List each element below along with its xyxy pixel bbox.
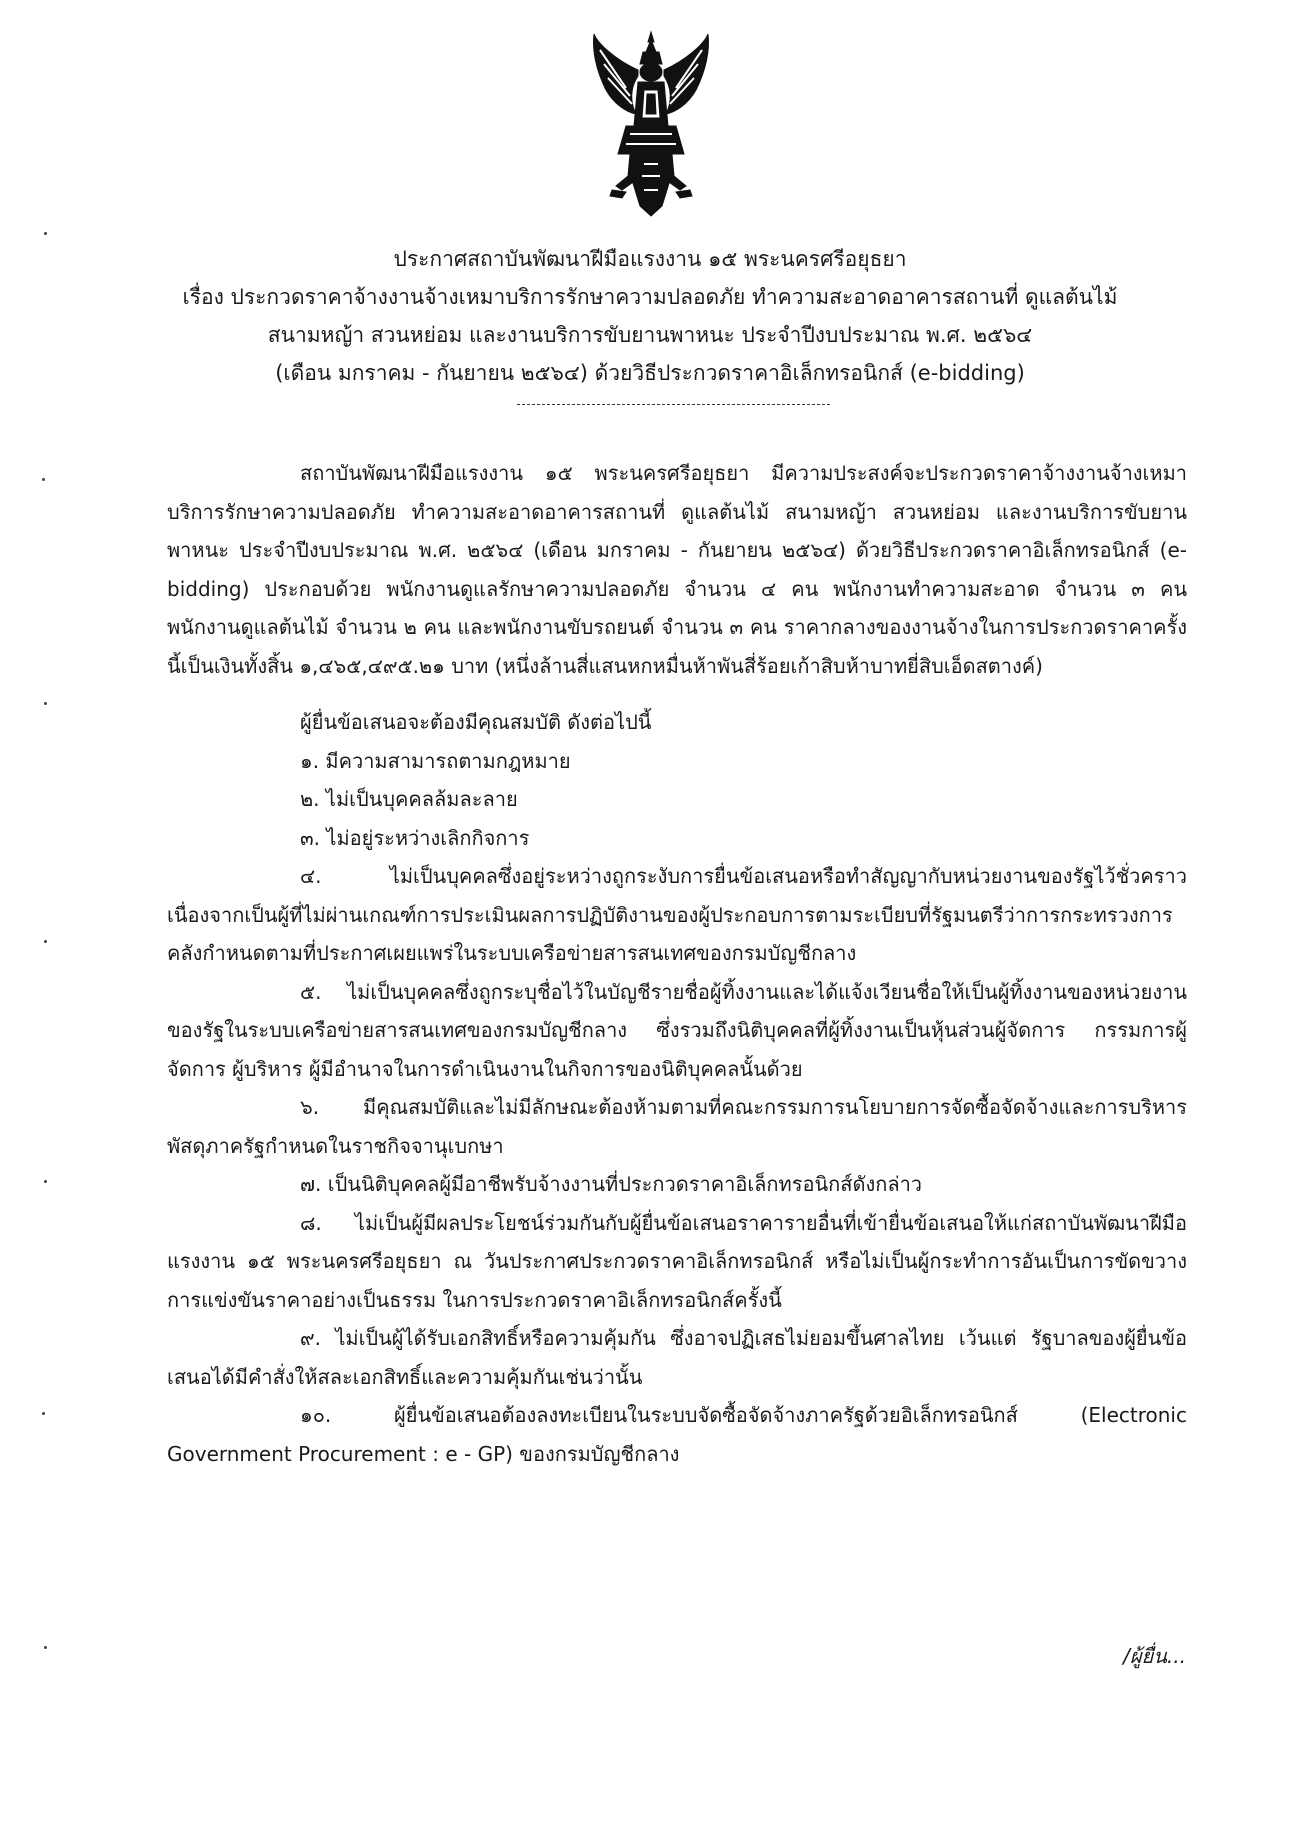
header-divider: [517, 404, 830, 405]
scan-speck: [44, 1180, 47, 1183]
announcement-header: [120, 240, 1180, 392]
document-body: [167, 454, 1187, 1473]
scan-speck: [44, 940, 47, 943]
subject-line-1: เรื่อง ประกวดราคาจ้างงานจ้างเหมาบริการรักษาความปลอดภัย ทำความสะอาดอาคารสถานที่ ดูแลต้นไม้: [182, 285, 1118, 309]
scan-speck: [44, 702, 47, 705]
qualifications-heading: ผู้ยื่นข้อเสนอจะต้องมีคุณสมบัติ ดังต่อไปนี้: [300, 710, 652, 734]
announcement-title: ประกาศสถาบันพัฒนาฝีมือแรงงาน ๑๕ พระนครศรีอยุธยา: [393, 247, 907, 271]
scan-speck: [42, 478, 45, 481]
qualification-item: ๗. เป็นนิติบุคคลผู้มีอาชีพรับจ้างงานที่ประกวดราคาอิเล็กทรอนิกส์ดังกล่าว: [300, 1172, 923, 1196]
qualification-item: ๖. มีคุณสมบัติและไม่มีลักษณะต้องห้ามตามที่คณะกรรมการนโยบายการจัดซื้อจัดจ้างและการบริหารพัสดุภาครัฐกำหนดในราชกิจจานุเบกษา: [167, 1095, 1187, 1158]
subject-line-3: (เดือน มกราคม - กันยายน ๒๕๖๔) ด้วยวิธีประกวดราคาอิเล็กทรอนิกส์ (e-bidding): [275, 361, 1025, 385]
qualification-item: ๓. ไม่อยู่ระหว่างเลิกกิจการ: [300, 825, 530, 850]
subject-line-2: สนามหญ้า สวนหย่อม และงานบริการขับยานพาหนะ ประจำปีงบประมาณ พ.ศ. ๒๕๖๔: [267, 323, 1033, 347]
scan-speck: [44, 232, 47, 235]
qualification-item: ๑๐. ผู้ยื่นข้อเสนอต้องลงทะเบียนในระบบจัดซื้อจัดจ้างภาครัฐด้วยอิเล็กทรอนิกส์ (Electronic Government Procurement : e - GP) ของกรมบัญชีกลาง: [167, 1403, 1187, 1466]
qualification-item: ๘. ไม่เป็นผู้มีผลประโยชน์ร่วมกันกับผู้ยื่นข้อเสนอราคารายอื่นที่เข้ายื่นข้อเสนอให้แก่สถาบันพัฒนาฝีมือแรงงาน ๑๕ พระนครศรีอยุธยา ณ วันประกาศประกวดราคาอิเล็กทรอนิกส์ หรือไม่เป็นผู้กระทำการอันเป็นการขัดขวางการแข่งขันราคาอย่างเป็นธรรม ในการประกวดราคาอิเล็กทรอนิกส์ครั้งนี้: [167, 1210, 1187, 1312]
qualification-item: ๕. ไม่เป็นบุคคลซึ่งถูกระบุชื่อไว้ในบัญชีรายชื่อผู้ทิ้งงานและได้แจ้งเวียนชื่อให้เป็นผู้ทิ้งงานของหน่วยงานของรัฐในระบบเครือข่ายสารสนเทศของกรมบัญชีกลาง ซึ่งรวมถึงนิติบุคคลที่ผู้ทิ้งงานเป็นหุ้นส่วนผู้จัดการ กรรมการผู้จัดการ ผู้บริหาร ผู้มีอำนาจในการดำเนินงานในกิจการของนิติบุคคลนั้นด้วย: [167, 979, 1187, 1081]
qualification-item: ๒. ไม่เป็นบุคคลล้มละลาย: [300, 787, 518, 811]
intro-paragraph: สถาบันพัฒนาฝีมือแรงงาน ๑๕ พระนครศรีอยุธยา มีความประสงค์จะประกวดราคาจ้างงานจ้างเหมาบริการรักษาความปลอดภัย ทำความสะอาดอาคารสถานที่ ดูแลต้นไม้ สนามหญ้า สวนหย่อม และงานบริการขับยานพาหนะ ประจำปีงบประมาณ พ.ศ. ๒๕๖๔ (เดือน มกราคม - กันยายน ๒๕๖๔) ด้วยวิธีประกวดราคาอิเล็กทรอนิกส์ (e-bidding) ประกอบด้วย พนักงานดูแลรักษาความปลอดภัย จำนวน ๔ คน พนักงานทำความสะอาด จำนวน ๓ คน พนักงานดูแลต้นไม้ จำนวน ๒ คน และพนักงานขับรถยนต์ จำนวน ๓ คน ราคากลางของงานจ้างในการประกวดราคาครั้งนี้เป็นเงินทั้งสิ้น ๑,๔๖๕,๔๙๕.๒๑ บาท (หนึ่งล้านสี่แสนหกหมื่นห้าพันสี่ร้อยเก้าสิบห้าบาทยี่สิบเอ็ดสตางค์): [167, 461, 1188, 678]
garuda-emblem-icon: [586, 30, 716, 218]
qualification-item: ๑. มีความสามารถตามกฎหมาย: [300, 748, 571, 773]
qualification-item: ๙. ไม่เป็นผู้ได้รับเอกสิทธิ์หรือความคุ้มกัน ซึ่งอาจปฏิเสธไม่ยอมขึ้นศาลไทย เว้นแต่ รัฐบาลของผู้ยื่นข้อเสนอได้มีคำสั่งให้สละเอกสิทธิ์และความคุ้มกันเช่นว่านั้น: [167, 1326, 1187, 1389]
scan-speck: [44, 1646, 47, 1649]
scan-speck: [42, 1412, 45, 1415]
qualification-item: ๔. ไม่เป็นบุคคลซึ่งอยู่ระหว่างถูกระงับการยื่นข้อเสนอหรือทำสัญญากับหน่วยงานของรัฐไว้ชั่วคราวเนื่องจากเป็นผู้ที่ไม่ผ่านเกณฑ์การประเมินผลการปฏิบัติงานของผู้ประกอบการตามระเบียบที่รัฐมนตรีว่าการกระทรวงการคลังกำหนดตามที่ประกาศเผยแพร่ในระบบเครือข่ายสารสนเทศของกรมบัญชีกลาง: [167, 864, 1187, 965]
continuation-marker: /ผู้ยื่น...: [1123, 1644, 1186, 1668]
